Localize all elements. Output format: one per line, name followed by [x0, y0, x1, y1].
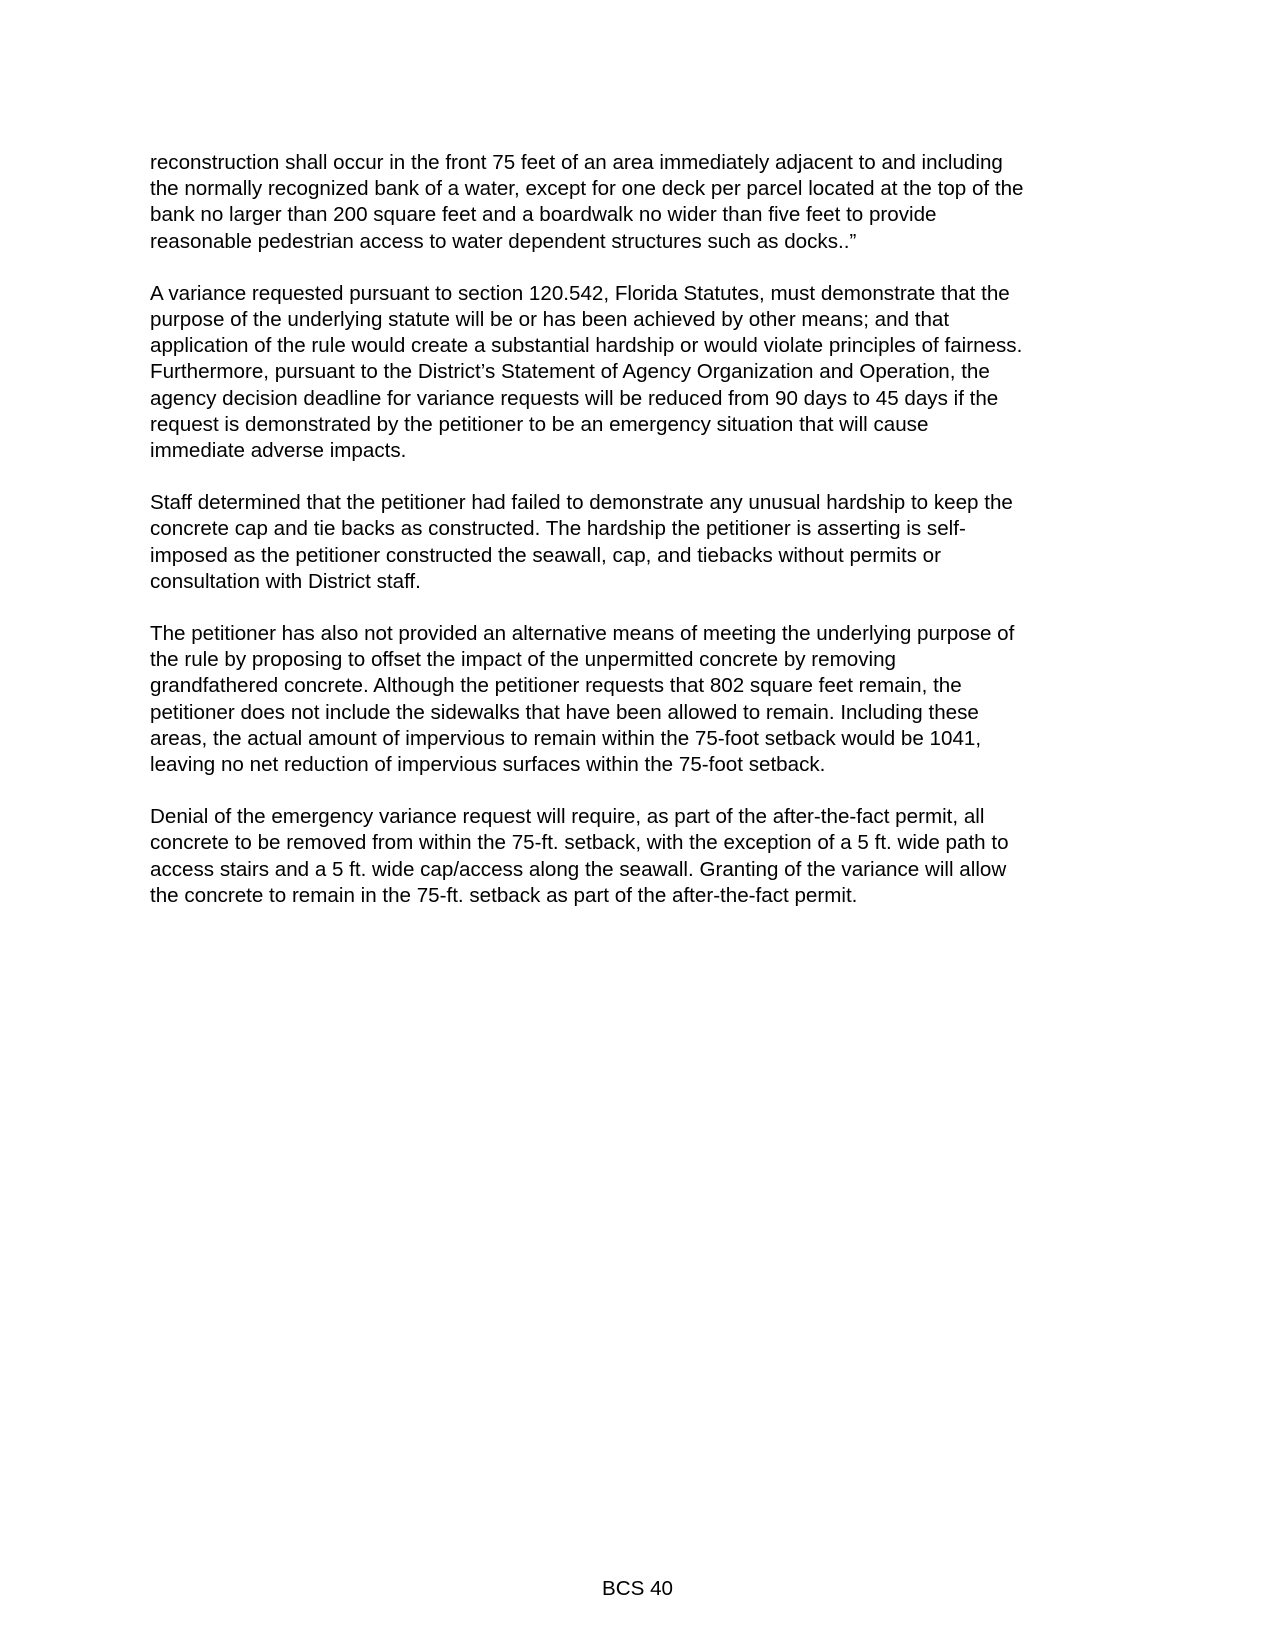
text-line: the concrete to remain in the 75-ft. setback as part of the after-the-fact permit. — [150, 883, 858, 907]
text-line: bank no larger than 200 square feet and a boardwalk no wider than five feet to provide — [150, 203, 937, 227]
text-line: areas, the actual amount of impervious to remain within the 75-foot setback would be 1041, — [150, 726, 982, 750]
document-body — [150, 150, 1130, 935]
page-footer: BCS 40 — [602, 1577, 673, 1600]
text-line: purpose of the underlying statute will be or has been achieved by other means; and that — [150, 308, 950, 332]
text-line: A variance requested pursuant to section 120.542, Florida Statutes, must demonstrate that the — [150, 281, 1010, 305]
paragraph-5 — [150, 804, 1130, 909]
text-line: concrete to be removed from within the 75-ft. setback, with the exception of a 5 ft. wide path to — [150, 831, 1009, 855]
text-line: reasonable pedestrian access to water dependent structures such as docks..” — [150, 229, 857, 253]
text-line: The petitioner has also not provided an alternative means of meeting the underlying purpose of — [150, 622, 1015, 646]
text-line: agency decision deadline for variance requests will be reduced from 90 days to 45 days if the — [150, 386, 999, 410]
text-line: the rule by proposing to offset the impact of the unpermitted concrete by removing — [150, 648, 896, 672]
text-line: Staff determined that the petitioner had failed to demonstrate any unusual hardship to keep the — [150, 491, 1013, 515]
text-line: reconstruction shall occur in the front 75 feet of an area immediately adjacent to and including — [150, 151, 1003, 174]
text-line: concrete cap and tie backs as constructed. The hardship the petitioner is asserting is self- — [150, 517, 966, 541]
text-line: Denial of the emergency variance request will require, as part of the after-the-fact permit, all — [150, 805, 985, 829]
text-line: access stairs and a 5 ft. wide cap/access along the seawall. Granting of the variance will allow — [150, 857, 1007, 881]
paragraph-2 — [150, 281, 1130, 464]
paragraph-3 — [150, 490, 1130, 595]
text-line: leaving no net reduction of impervious surfaces within the 75-foot setback. — [150, 753, 826, 777]
paragraph-4 — [150, 621, 1130, 778]
text-line: request is demonstrated by the petitioner to be an emergency situation that will cause — [150, 412, 929, 436]
paragraph-1 — [150, 150, 1130, 255]
text-line: consultation with District staff. — [150, 569, 421, 593]
text-line: petitioner does not include the sidewalks that have been allowed to remain. Including these — [150, 700, 979, 724]
text-line: Furthermore, pursuant to the District’s Statement of Agency Organization and Operation, the — [150, 360, 990, 384]
text-line: immediate adverse impacts. — [150, 439, 407, 463]
text-line: application of the rule would create a substantial hardship or would violate principles of fairness. — [150, 334, 1023, 358]
text-line: the normally recognized bank of a water, except for one deck per parcel located at the top of the — [150, 177, 1024, 201]
text-line: imposed as the petitioner constructed the seawall, cap, and tiebacks without permits or — [150, 543, 941, 567]
text-line: grandfathered concrete. Although the petitioner requests that 802 square feet remain, the — [150, 674, 962, 698]
